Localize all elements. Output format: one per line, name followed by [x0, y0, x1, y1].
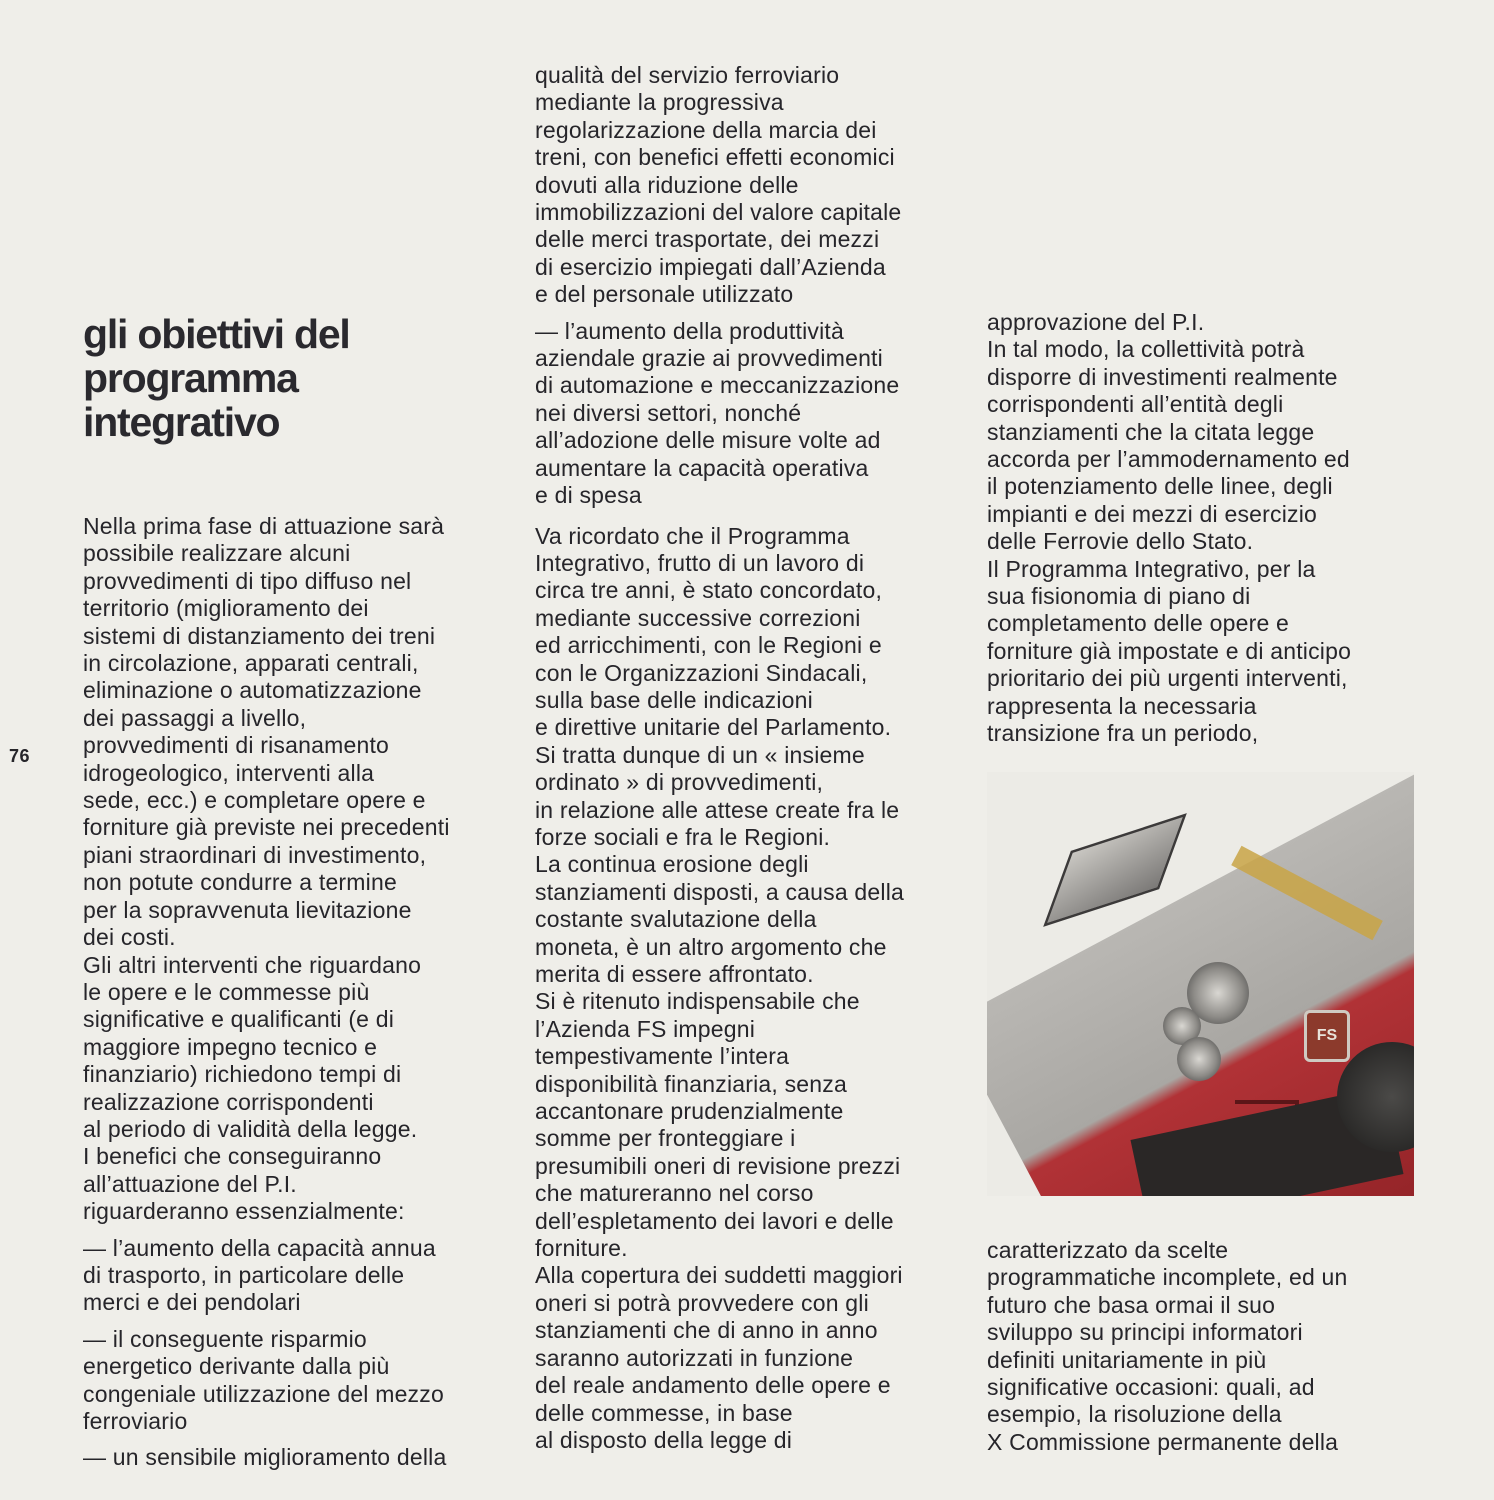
- text-line: saranno autorizzati in funzione: [535, 1344, 854, 1371]
- text-line: all’adozione delle misure volte ad: [535, 427, 881, 454]
- text-line: — l’aumento della produttività: [535, 317, 844, 344]
- text-line: prioritario dei più urgenti interventi,: [987, 665, 1348, 692]
- text-line: — il conseguente risparmio: [83, 1325, 367, 1352]
- list-item: [83, 1444, 450, 1471]
- text-line: eliminazione o automatizzazione: [83, 677, 422, 704]
- text-line: mediante successive correzioni: [535, 604, 861, 631]
- text-line: transizione fra un periodo,: [987, 720, 1259, 747]
- title-line: gli obiettivi del: [83, 311, 350, 357]
- text-line: e del personale utilizzato: [535, 281, 794, 308]
- text-line: stanziamenti che la citata legge: [987, 418, 1315, 445]
- text-line: le opere e le commesse più: [83, 978, 370, 1005]
- text-line: al disposto della legge di: [535, 1426, 793, 1453]
- text-line: definiti unitariamente in più: [987, 1346, 1267, 1373]
- text-line: in relazione alle attese create fra le: [535, 796, 900, 823]
- text-line: territorio (miglioramento dei: [83, 595, 369, 622]
- text-line: Va ricordato che il Programma: [535, 522, 850, 549]
- text-column-3-bottom: [987, 1237, 1348, 1456]
- text-line: e di spesa: [535, 482, 642, 509]
- text-line: il potenziamento delle linee, degli: [987, 473, 1333, 500]
- text-line: sviluppo su principi informatori: [987, 1319, 1303, 1346]
- text-line: disporre di investimenti realmente: [987, 363, 1338, 390]
- text-line: circa tre anni, è stato concordato,: [535, 577, 883, 604]
- text-line: forniture.: [535, 1235, 628, 1262]
- text-line: rappresenta la necessaria: [987, 692, 1257, 719]
- text-line: del reale andamento delle opere e: [535, 1372, 891, 1399]
- text-line: Il Programma Integrativo, per la: [987, 555, 1316, 582]
- text-line: l’Azienda FS impegni: [535, 1015, 756, 1042]
- headlight: [1177, 1037, 1221, 1081]
- text-line: approvazione del P.I.: [987, 309, 1205, 335]
- text-line: che matureranno nel corso: [535, 1180, 814, 1207]
- fs-logo-badge: FS: [1304, 1010, 1350, 1062]
- text-line: riguarderanno essenzialmente:: [83, 1198, 405, 1225]
- text-column-2: [535, 62, 904, 1454]
- text-line: congeniale utilizzazione del mezzo: [83, 1380, 444, 1407]
- text-line: forze sociali e fra le Regioni.: [535, 823, 831, 850]
- text-line: accantonare prudenzialmente: [535, 1098, 844, 1125]
- text-line: treni, con benefici effetti economici: [535, 144, 895, 171]
- text-line: non potute condurre a termine: [83, 869, 397, 896]
- text-line: dovuti alla riduzione delle: [535, 171, 799, 198]
- text-line: dei passaggi a livello,: [83, 704, 307, 731]
- text-line: ed arricchimenti, con le Regioni e: [535, 632, 882, 659]
- text-line: — un sensibile miglioramento della: [83, 1444, 447, 1471]
- text-line: delle merci trasportate, dei mezzi: [535, 226, 880, 253]
- text-line: realizzazione corrispondenti: [83, 1088, 374, 1115]
- text-line: per la sopravvenuta lievitazione: [83, 896, 412, 923]
- text-line: disponibilità finanziaria, senza: [535, 1070, 847, 1097]
- text-line: idrogeologico, interventi alla: [83, 759, 375, 786]
- text-line: dell’espletamento dei lavori e delle: [535, 1207, 894, 1234]
- text-line: tempestivamente l’intera: [535, 1043, 790, 1070]
- text-line: qualità del servizio ferroviario: [535, 62, 840, 88]
- text-line: programmatiche incomplete, ed un: [987, 1264, 1348, 1291]
- text-line: impianti e dei mezzi di esercizio: [987, 500, 1318, 527]
- text-line: Alla copertura dei suddetti maggiori: [535, 1262, 903, 1289]
- list-item: [535, 318, 904, 510]
- text-line: sulla base delle indicazioni: [535, 686, 813, 713]
- text-line: al periodo di validità della legge.: [83, 1115, 418, 1142]
- text-line: finanziario) richiedono tempi di: [83, 1061, 402, 1088]
- locomotive-photo: [987, 772, 1414, 1196]
- text-line: futuro che basa ormai il suo: [987, 1291, 1276, 1318]
- text-line: immobilizzazioni del valore capitale: [535, 199, 902, 226]
- text-line: In tal modo, la collettività potrà: [987, 336, 1305, 363]
- text-column-1: [83, 513, 450, 1472]
- text-line: esempio, la risoluzione della: [987, 1401, 1282, 1428]
- text-line: stanziamenti che di anno in anno: [535, 1317, 878, 1344]
- text-line: possibile realizzare alcuni: [83, 540, 351, 567]
- text-line: maggiore impegno tecnico e: [83, 1033, 378, 1060]
- text-line: I benefici che conseguiranno: [83, 1143, 382, 1170]
- text-line: Integrativo, frutto di un lavoro di: [535, 549, 865, 576]
- paragraph: [535, 523, 904, 1455]
- text-line: all’attuazione del P.I.: [83, 1170, 297, 1197]
- text-line: in circolazione, apparati centrali,: [83, 650, 419, 677]
- text-line: presumibili oneri di revisione prezzi: [535, 1152, 901, 1179]
- text-line: merci e dei pendolari: [83, 1289, 301, 1316]
- text-line: completamento delle opere e: [987, 610, 1290, 637]
- text-line: forniture già impostate e di anticipo: [987, 637, 1352, 664]
- text-line: stanziamenti disposti, a causa della: [535, 878, 905, 905]
- text-line: sede, ecc.) e completare opere e: [83, 787, 426, 814]
- text-line: moneta, è un altro argomento che: [535, 933, 887, 960]
- text-line: merita di essere affrontato.: [535, 961, 814, 987]
- text-line: Si è ritenuto indispensabile che: [535, 988, 860, 1015]
- text-line: Si tratta dunque di un « insieme: [535, 741, 865, 768]
- text-line: X Commissione permanente della: [987, 1428, 1339, 1455]
- paragraph: [987, 1237, 1348, 1456]
- text-line: delle Ferrovie dello Stato.: [987, 528, 1254, 555]
- text-line: La continua erosione degli: [535, 851, 809, 878]
- text-line: con le Organizzazioni Sindacali,: [535, 659, 868, 686]
- text-line: nei diversi settori, nonché: [535, 399, 802, 426]
- text-line: mediante la progressiva: [535, 89, 784, 116]
- title-line: programma: [83, 355, 298, 401]
- text-line: significative e qualificanti (e di: [83, 1006, 395, 1033]
- text-line: caratterizzato da scelte: [987, 1237, 1229, 1263]
- text-line: ferroviario: [83, 1408, 188, 1434]
- text-line: aziendale grazie ai provvedimenti: [535, 345, 883, 372]
- text-line: sua fisionomia di piano di: [987, 583, 1251, 610]
- text-line: delle commesse, in base: [535, 1399, 793, 1426]
- text-line: somme per fronteggiare i: [535, 1125, 796, 1152]
- paragraph: [535, 62, 904, 309]
- text-line: regolarizzazione della marcia dei: [535, 116, 877, 143]
- title-line: integrativo: [83, 399, 280, 445]
- text-line: corrispondenti all’entità degli: [987, 391, 1284, 418]
- page-number: 76: [9, 746, 31, 766]
- text-line: provvedimenti di tipo diffuso nel: [83, 567, 412, 594]
- text-line: piani straordinari di investimento,: [83, 841, 427, 868]
- text-column-3-top: [987, 309, 1351, 748]
- text-line: — l’aumento della capacità annua: [83, 1234, 436, 1261]
- text-line: Nella prima fase di attuazione sarà: [83, 513, 445, 539]
- text-line: e direttive unitarie del Parlamento.: [535, 714, 892, 741]
- text-line: energetico derivante dalla più: [83, 1353, 390, 1380]
- text-line: costante svalutazione della: [535, 906, 817, 933]
- list-item: [83, 1326, 450, 1436]
- text-line: sistemi di distanziamento dei treni: [83, 622, 436, 649]
- text-line: di trasporto, in particolare delle: [83, 1261, 405, 1288]
- list-item: [83, 1235, 450, 1317]
- text-line: di automazione e meccanizzazione: [535, 372, 900, 399]
- text-line: provvedimenti di risanamento: [83, 732, 390, 759]
- text-line: forniture già previste nei precedenti: [83, 814, 450, 841]
- text-line: di esercizio impiegati dall’Azienda: [535, 253, 886, 280]
- paragraph: [987, 309, 1351, 748]
- text-line: dei costi.: [83, 924, 176, 951]
- paragraph: [83, 513, 450, 1226]
- page-title: [83, 312, 483, 444]
- text-line: Gli altri interventi che riguardano: [83, 951, 422, 978]
- text-line: aumentare la capacità operativa: [535, 454, 869, 481]
- text-line: ordinato » di provvedimenti,: [535, 769, 824, 796]
- text-line: oneri si potrà provvedere con gli: [535, 1289, 869, 1316]
- text-line: significative occasioni: quali, ad: [987, 1374, 1315, 1401]
- text-line: accorda per l’ammodernamento ed: [987, 446, 1350, 473]
